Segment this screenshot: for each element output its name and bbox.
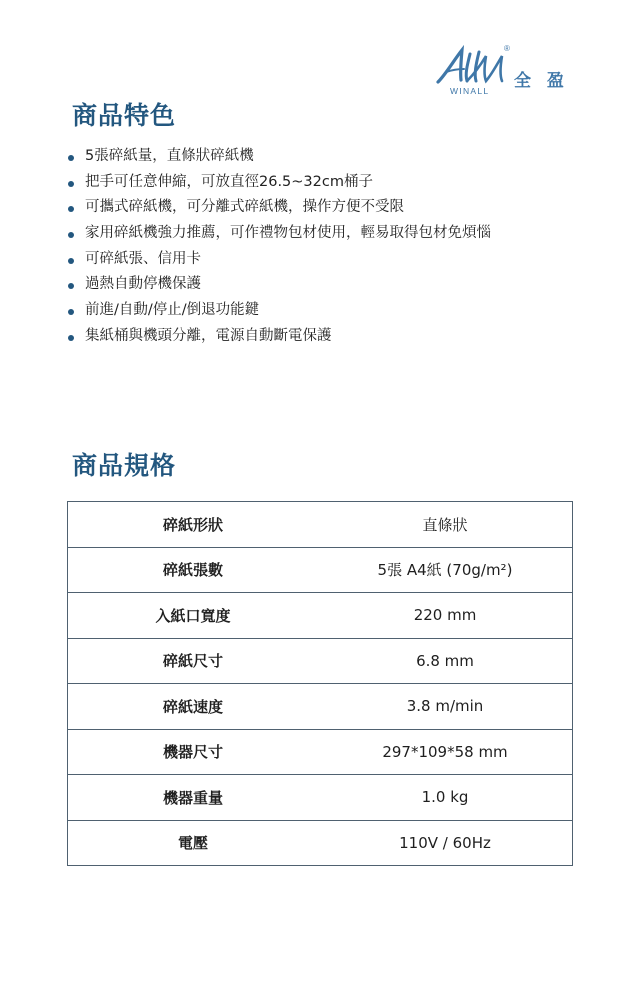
brand-logo: [434, 44, 584, 100]
spec-value: 5張 A4紙 (70g/m²): [318, 547, 573, 593]
table-row: [68, 547, 573, 593]
feature-text: 把手可任意伸縮，可放直徑26.5~32cm桶子: [85, 173, 373, 190]
spec-label: 碎紙張數: [68, 547, 319, 593]
features-list: [66, 144, 491, 350]
bullet-dot-icon: [68, 335, 74, 341]
spec-value: 297*109*58 mm: [318, 729, 573, 775]
bullet-dot-icon: [68, 283, 74, 289]
bullet-dot-icon: [68, 232, 74, 238]
spec-value: 220 mm: [318, 593, 573, 639]
list-item: [66, 298, 491, 324]
feature-text: 可攜式碎紙機，可分離式碎紙機，操作方便不受限: [85, 199, 404, 216]
feature-text: 前進/自動/停止/倒退功能鍵: [85, 302, 260, 319]
spec-label: 入紙口寬度: [68, 593, 319, 639]
list-item: [66, 170, 491, 196]
table-row: [68, 502, 573, 548]
feature-text: 集紙桶與機頭分離，電源自動斷電保護: [85, 327, 332, 344]
spec-value: 1.0 kg: [318, 775, 573, 821]
spec-label: 機器尺寸: [68, 729, 319, 775]
winall-script-logo-icon: [434, 44, 514, 88]
bullet-dot-icon: [68, 155, 74, 161]
feature-text: 可碎紙張、信用卡: [85, 250, 201, 267]
spec-label: 電壓: [68, 820, 319, 866]
brand-name-cn: 全 盈: [514, 71, 569, 91]
spec-label: 碎紙形狀: [68, 502, 319, 548]
table-row: [68, 638, 573, 684]
list-item: [66, 144, 491, 170]
list-item: [66, 324, 491, 350]
spec-label: 碎紙尺寸: [68, 638, 319, 684]
spec-value: 直條狀: [318, 502, 573, 548]
features-heading: 商品特色: [72, 101, 177, 130]
bullet-dot-icon: [68, 309, 74, 315]
spec-value: 110V / 60Hz: [318, 820, 573, 866]
table-row: [68, 775, 573, 821]
specs-table: [67, 501, 573, 866]
spec-value: 3.8 m/min: [318, 684, 573, 730]
feature-text: 家用碎紙機強力推薦，可作禮物包材使用，輕易取得包材免煩惱: [85, 225, 491, 242]
feature-text: 5張碎紙量，直條狀碎紙機: [85, 148, 254, 164]
bullet-dot-icon: [68, 206, 74, 212]
registered-mark: ®: [504, 44, 510, 53]
list-item: [66, 195, 491, 221]
brand-name-en: WINALL: [450, 86, 490, 96]
list-item: [66, 272, 491, 298]
bullet-dot-icon: [68, 258, 74, 264]
list-item: [66, 247, 491, 273]
spec-label: 機器重量: [68, 775, 319, 821]
table-row: [68, 593, 573, 639]
specs-heading: 商品規格: [72, 451, 177, 480]
feature-text: 過熱自動停機保護: [85, 276, 201, 293]
table-row: [68, 684, 573, 730]
table-row: [68, 820, 573, 866]
spec-value: 6.8 mm: [318, 638, 573, 684]
spec-label: 碎紙速度: [68, 684, 319, 730]
bullet-dot-icon: [68, 181, 74, 187]
table-row: [68, 729, 573, 775]
list-item: [66, 221, 491, 247]
